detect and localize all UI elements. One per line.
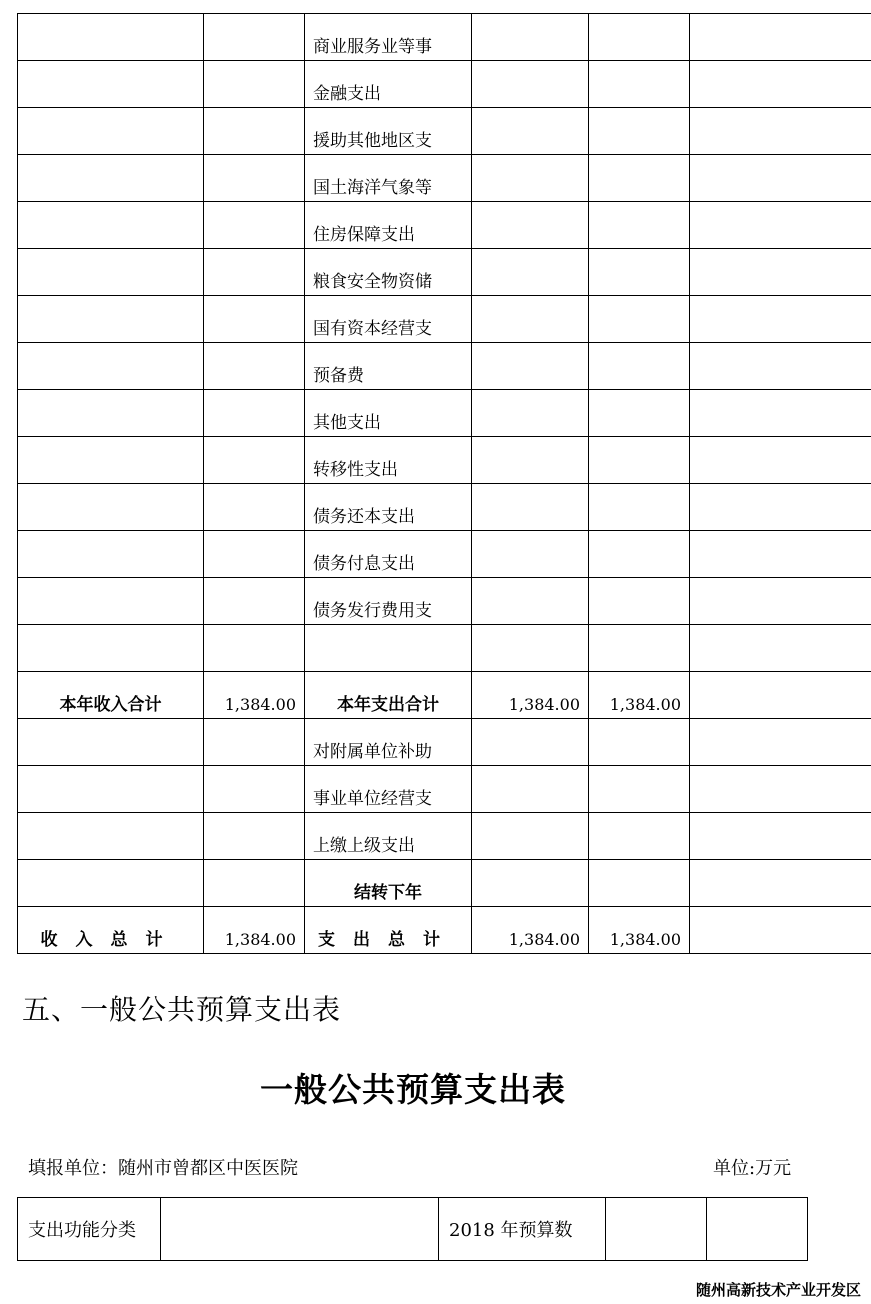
- footer-organization: 随州高新技术产业开发区: [695, 1281, 861, 1299]
- expense-amount: [472, 484, 589, 531]
- table-row: [18, 578, 871, 625]
- blank-cell: [472, 719, 589, 766]
- blank-cell: [690, 437, 871, 484]
- year-income-total-value: 1,384.00: [204, 672, 305, 719]
- expense-amount: [472, 14, 589, 61]
- income-amount: [204, 296, 305, 343]
- table-row: [18, 14, 871, 61]
- blank-cell: [690, 813, 871, 860]
- income-item: [18, 202, 204, 249]
- blank-cell: [18, 719, 204, 766]
- expense-col-blank: [161, 1198, 439, 1261]
- table-row: [18, 437, 871, 484]
- income-amount: [204, 484, 305, 531]
- expense-item: 转移性支出: [305, 437, 472, 484]
- expense-amount-2: [589, 343, 690, 390]
- income-item: [18, 531, 204, 578]
- income-item: [18, 437, 204, 484]
- expense-amount: [472, 578, 589, 625]
- grand-total-row: [18, 907, 871, 954]
- income-item: [18, 484, 204, 531]
- blank-cell: [690, 296, 871, 343]
- blank-cell: [589, 813, 690, 860]
- blank-cell: [472, 813, 589, 860]
- expense-amount: [472, 202, 589, 249]
- blank-cell: [690, 625, 871, 672]
- expense-item: 其他支出: [305, 390, 472, 437]
- income-item: [18, 249, 204, 296]
- expense-amount-2: [589, 14, 690, 61]
- income-item: [18, 390, 204, 437]
- expense-item: 债务付息支出: [305, 531, 472, 578]
- blank-cell: [589, 766, 690, 813]
- blank-cell: [18, 860, 204, 907]
- income-amount: [204, 390, 305, 437]
- table-row: [18, 108, 871, 155]
- expense-col-blank-3: [707, 1198, 808, 1261]
- income-amount: [204, 202, 305, 249]
- expense-col-budget-2018: 2018 年预算数: [439, 1198, 606, 1261]
- expense-col-function: 支出功能分类: [18, 1198, 161, 1261]
- table-row: [18, 61, 871, 108]
- blank-cell: [690, 766, 871, 813]
- income-item: [18, 625, 204, 672]
- blank-cell: [690, 531, 871, 578]
- income-item: [18, 155, 204, 202]
- income-amount: [204, 249, 305, 296]
- grand-income-total-value: 1,384.00: [204, 907, 305, 954]
- income-amount: [204, 108, 305, 155]
- table-row: [18, 531, 871, 578]
- income-item: [18, 578, 204, 625]
- table-row: [18, 625, 871, 672]
- expense-table: [17, 1197, 808, 1261]
- income-amount: [204, 625, 305, 672]
- blank-cell: [690, 719, 871, 766]
- expense-item: 金融支出: [305, 61, 472, 108]
- expense-item: 对附属单位补助: [305, 719, 472, 766]
- expense-item: 援助其他地区支: [305, 108, 472, 155]
- blank-cell: [690, 672, 871, 719]
- budget-table: [17, 13, 871, 954]
- grand-expense-total-value-2: 1,384.00: [589, 907, 690, 954]
- blank-cell: [690, 108, 871, 155]
- grand-expense-total-value: 1,384.00: [472, 907, 589, 954]
- expense-item: 事业单位经营支: [305, 766, 472, 813]
- blank-cell: [204, 719, 305, 766]
- income-item: [18, 61, 204, 108]
- expense-amount: [472, 108, 589, 155]
- year-expense-total-value-2: 1,384.00: [589, 672, 690, 719]
- blank-cell: [690, 14, 871, 61]
- blank-cell: [472, 860, 589, 907]
- expense-amount: [472, 625, 589, 672]
- year-expense-total-label: 本年支出合计: [305, 672, 472, 719]
- budget-table-body: [18, 14, 871, 954]
- blank-cell: [690, 249, 871, 296]
- blank-cell: [18, 813, 204, 860]
- blank-cell: [690, 578, 871, 625]
- blank-cell: [690, 390, 871, 437]
- expense-item: 粮食安全物资储: [305, 249, 472, 296]
- reporting-unit: 填报单位：随州市曾都区中医医院: [28, 1158, 298, 1179]
- income-amount: [204, 437, 305, 484]
- expense-amount: [472, 249, 589, 296]
- income-amount: [204, 343, 305, 390]
- year-total-row: [18, 672, 871, 719]
- income-item: [18, 108, 204, 155]
- expense-item: 债务发行费用支: [305, 578, 472, 625]
- blank-cell: [18, 766, 204, 813]
- table-row: [18, 719, 871, 766]
- income-amount: [204, 578, 305, 625]
- expense-amount-2: [589, 531, 690, 578]
- table-row: [18, 390, 871, 437]
- expense-amount: [472, 155, 589, 202]
- expense-item: [305, 625, 472, 672]
- income-amount: [204, 14, 305, 61]
- section-heading: 五、一般公共预算支出表: [22, 993, 342, 1026]
- expense-item: 债务还本支出: [305, 484, 472, 531]
- income-item: [18, 14, 204, 61]
- expense-amount: [472, 437, 589, 484]
- table-row: [18, 249, 871, 296]
- expense-amount: [472, 531, 589, 578]
- expense-amount-2: [589, 484, 690, 531]
- table-row: [18, 155, 871, 202]
- expense-amount-2: [589, 249, 690, 296]
- expense-amount-2: [589, 202, 690, 249]
- blank-cell: [690, 61, 871, 108]
- blank-cell: [690, 155, 871, 202]
- table-row: [18, 296, 871, 343]
- blank-cell: [690, 202, 871, 249]
- expense-item: 国土海洋气象等: [305, 155, 472, 202]
- table-title: 一般公共预算支出表: [260, 1070, 566, 1109]
- income-item: [18, 296, 204, 343]
- expense-item: 国有资本经营支: [305, 296, 472, 343]
- table-row: [18, 484, 871, 531]
- expense-amount: [472, 390, 589, 437]
- expense-item: 商业服务业等事: [305, 14, 472, 61]
- expense-header-row: [18, 1198, 808, 1261]
- expense-amount-2: [589, 578, 690, 625]
- expense-amount-2: [589, 155, 690, 202]
- blank-cell: [690, 484, 871, 531]
- expense-amount-2: [589, 61, 690, 108]
- blank-cell: [690, 860, 871, 907]
- expense-amount: [472, 343, 589, 390]
- year-income-total-label: 本年收入合计: [18, 672, 204, 719]
- expense-col-blank-2: [606, 1198, 707, 1261]
- expense-amount-2: [589, 296, 690, 343]
- grand-expense-total-label: 支出总计: [305, 907, 472, 954]
- table-row: [18, 813, 871, 860]
- expense-item: 上缴上级支出: [305, 813, 472, 860]
- expense-amount-2: [589, 625, 690, 672]
- blank-cell: [204, 813, 305, 860]
- blank-cell: [204, 766, 305, 813]
- expense-amount: [472, 61, 589, 108]
- table-row: [18, 766, 871, 813]
- expense-amount: [472, 296, 589, 343]
- expense-item: 住房保障支出: [305, 202, 472, 249]
- expense-item: 预备费: [305, 343, 472, 390]
- income-amount: [204, 61, 305, 108]
- carry-forward-label: 结转下年: [305, 860, 472, 907]
- blank-cell: [589, 860, 690, 907]
- expense-amount-2: [589, 390, 690, 437]
- blank-cell: [589, 719, 690, 766]
- expense-amount-2: [589, 437, 690, 484]
- blank-cell: [690, 907, 871, 954]
- income-amount: [204, 531, 305, 578]
- income-item: [18, 343, 204, 390]
- blank-cell: [204, 860, 305, 907]
- blank-cell: [472, 766, 589, 813]
- table-row: [18, 343, 871, 390]
- expense-amount-2: [589, 108, 690, 155]
- year-expense-total-value: 1,384.00: [472, 672, 589, 719]
- grand-income-total-label: 收入总计: [18, 907, 204, 954]
- income-amount: [204, 155, 305, 202]
- blank-cell: [690, 343, 871, 390]
- table-row: [18, 202, 871, 249]
- carry-forward-row: [18, 860, 871, 907]
- currency-unit: 单位:万元: [713, 1158, 792, 1179]
